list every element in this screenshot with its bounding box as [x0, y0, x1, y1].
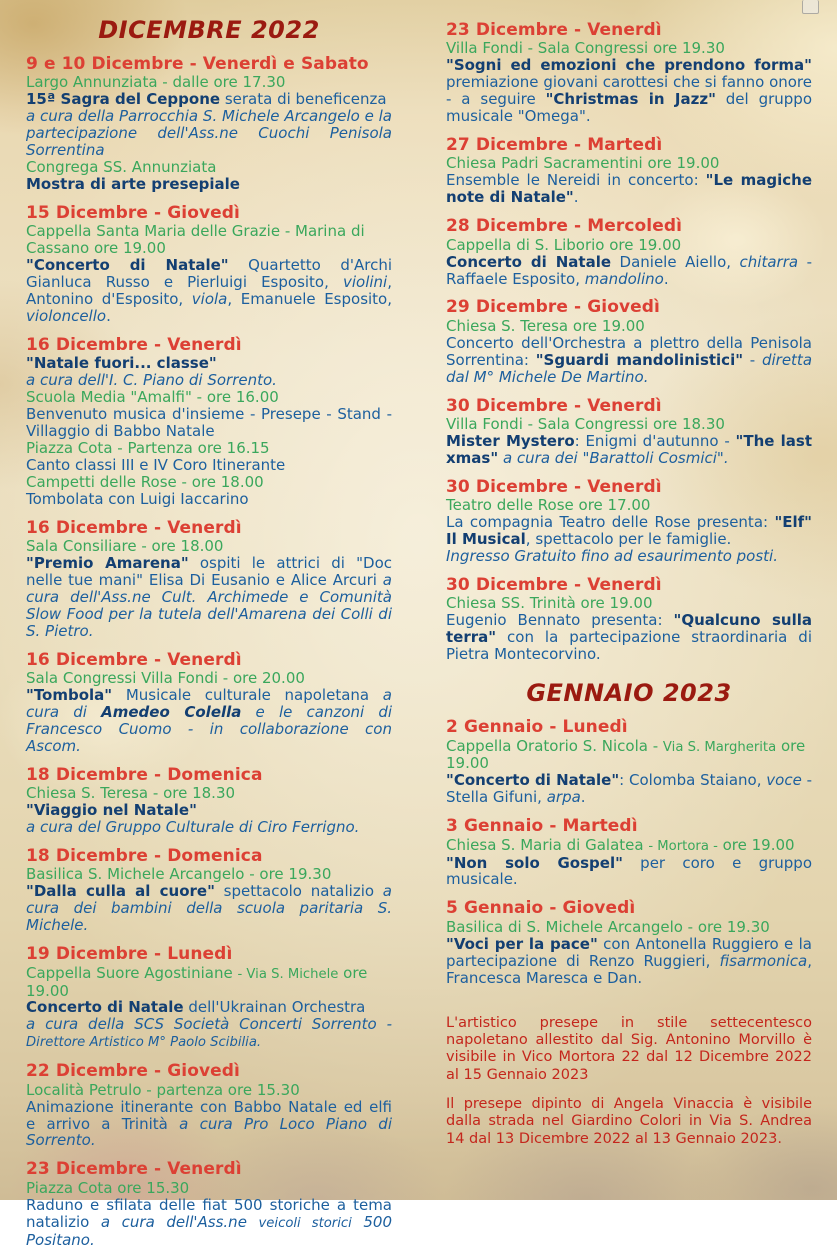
- month-heading: DICEMBRE 2022: [98, 16, 320, 44]
- description-line: [446, 936, 812, 987]
- text-segment: arpa: [546, 788, 581, 807]
- text-segment: Chiesa SS. Trinità ore 19.00: [446, 594, 653, 613]
- description-line: [446, 57, 812, 125]
- venue-line: [26, 538, 392, 555]
- text-segment: diretta dal M° Michele De Martino.: [446, 350, 813, 386]
- event-date: 5 Gennaio - Giovedì: [446, 898, 636, 919]
- text-segment: dell'Ukrainan Orchestra: [183, 998, 366, 1017]
- event-date: 23 Dicembre - Venerdì: [26, 1159, 242, 1180]
- text-segment: Basilica di S. Michele Arcangelo - ore 19.30: [446, 917, 770, 936]
- event-date: 22 Dicembre - Giovedì: [26, 1061, 240, 1082]
- text-segment: Campetti delle Rose - ore 18.00: [26, 472, 264, 491]
- text-segment: "Le magiche note di Natale": [446, 171, 812, 207]
- text-segment: a cura del Gruppo Culturale di Ciro Ferrigno.: [26, 818, 360, 837]
- text-segment: per coro e gruppo musicale.: [446, 853, 812, 889]
- text-segment: a cura dei bambini della scuola paritaria S. Michele.: [26, 882, 392, 935]
- text-segment: "Sguardi mandolinistici": [535, 350, 744, 369]
- text-segment: a cura della Parrocchia S. Michele Arcangelo e la partecipazione dell'Ass.ne Cuochi Penisola Sorrentina: [26, 107, 392, 160]
- text-segment: Cappella Oratorio S. Nicola -: [446, 736, 663, 755]
- text-segment: - Via S. Michele: [237, 966, 339, 982]
- description-line: [26, 372, 392, 389]
- column-left: [26, 0, 392, 1249]
- text-segment: premiazione giovani carottesi che si fanno onore - a seguire: [446, 73, 812, 109]
- text-segment: La compagnia Teatro delle Rose presenta:: [446, 513, 775, 532]
- event: [26, 1159, 392, 1248]
- text-segment: Canto classi III e IV Coro Itinerante: [26, 455, 286, 474]
- text-segment: Cappella Suore Agostiniane: [26, 963, 238, 982]
- venue-line: [26, 474, 392, 491]
- text-segment: - Mortora -: [648, 838, 718, 854]
- text-segment: Piazza Cota - Partenza ore 16.15: [26, 439, 270, 458]
- text-segment: Animazione itinerante con Babbo Natale ed elfi e arrivo a Trinità: [26, 1097, 392, 1133]
- text-segment: a cura della SCS Società Concerti Sorrento -: [26, 1015, 392, 1034]
- event-date: 15 Dicembre - Giovedì: [26, 202, 240, 223]
- description-line: [26, 1099, 392, 1150]
- text-segment: a cura dell'Ass.ne Cult. Archimede e Comunità Slow Food per la tutela dell'Amarena dei Colli di S. Pietro.: [26, 571, 392, 640]
- venue-line: [446, 237, 812, 254]
- text-segment: serata di beneficenza: [220, 90, 387, 109]
- text-segment: - Stella Gifuni,: [446, 771, 812, 807]
- description-line: [26, 257, 392, 325]
- text-segment: - Raffaele Esposito,: [446, 252, 812, 288]
- text-segment: Mostra di arte presepiale: [26, 175, 240, 194]
- venue-line: [446, 416, 812, 433]
- text-segment: chitarra: [739, 252, 799, 271]
- venue-line: [446, 497, 812, 514]
- event: [446, 216, 812, 287]
- text-segment: mandolino: [584, 269, 664, 288]
- event-date: 29 Dicembre - Giovedì: [446, 297, 660, 318]
- event-date: 9 e 10 Dicembre - Venerdì e Sabato: [26, 54, 369, 74]
- text-segment: "Viaggio nel Natale": [26, 801, 197, 820]
- event: [446, 135, 812, 206]
- text-segment: .: [663, 269, 669, 288]
- text-segment: Cappella di S. Liborio ore 19.00: [446, 235, 682, 254]
- text-segment: Chiesa S. Maria di Galatea: [446, 835, 649, 854]
- text-segment: .: [580, 788, 586, 807]
- text-segment: Chiesa S. Teresa ore 19.00: [446, 316, 645, 335]
- event: [26, 765, 392, 836]
- text-segment: : Enigmi d'autunno -: [574, 431, 736, 450]
- text-segment: a cura Pro Loco Piano di Sorrento.: [26, 1114, 392, 1150]
- text-segment: Benvenuto musica d'insieme - Presepe - Stand - Villaggio di Babbo Natale: [26, 405, 392, 441]
- description-line: [26, 91, 392, 108]
- text-segment: Località Petrulo - partenza ore 15.30: [26, 1080, 300, 1099]
- text-segment: , spettacolo per le famiglie.: [525, 530, 732, 549]
- text-segment: fisarmonica: [719, 951, 808, 970]
- description-line: [446, 172, 812, 206]
- event: [26, 335, 392, 508]
- text-segment: spettacolo natalizio: [214, 882, 383, 901]
- description-line: [26, 406, 392, 440]
- venue-line: [26, 785, 392, 802]
- event: [26, 54, 392, 193]
- text-segment: Congrega SS. Annunziata: [26, 158, 217, 177]
- text-segment: violini: [342, 273, 388, 292]
- text-segment: 15ª Sagra del Ceppone: [26, 90, 221, 109]
- text-segment: "Concerto di Natale": [446, 771, 620, 790]
- event: [26, 518, 392, 640]
- text-segment: ospiti le attrici di "Doc nelle tue mani" Elisa Di Eusanio e Alice Arcuri: [26, 554, 392, 590]
- text-segment: Direttore Artistico M° Paolo Scibilia.: [26, 1035, 262, 1051]
- description-line: [26, 819, 392, 836]
- event-date: 18 Dicembre - Domenica: [26, 764, 263, 785]
- text-segment: Mister Mystero: [446, 431, 575, 450]
- text-segment: del gruppo musicale "Omega".: [446, 90, 812, 126]
- text-segment: Cappella Santa Maria delle Grazie - Marina di Cassano ore 19.00: [26, 222, 365, 258]
- text-segment: Chiesa Padri Sacramentini ore 19.00: [446, 154, 720, 173]
- description-line: [446, 514, 812, 548]
- event: [446, 575, 812, 663]
- text-segment: Concerto di Natale: [26, 998, 184, 1017]
- venue-line: [446, 595, 812, 612]
- text-segment: , Antonino d'Esposito,: [26, 273, 392, 309]
- text-segment: "Natale fuori... classe": [26, 354, 217, 373]
- description-line: [26, 355, 392, 372]
- text-segment: 500 Positano.: [26, 1212, 393, 1249]
- text-segment: a cura dei "Barattoli Cosmici".: [502, 448, 729, 467]
- event: [26, 846, 392, 934]
- text-segment: .: [106, 307, 111, 326]
- venue-line: [26, 389, 392, 406]
- text-segment: con la partecipazione straordinaria di Pietra Montecorvino.: [446, 628, 812, 664]
- month-heading: GENNAIO 2023: [526, 679, 732, 708]
- text-segment: voce: [766, 771, 802, 790]
- note-paragraph: L'artistico presepe in stile settecentesco napoletano allestito dal Sig. Antonino Morvillo è visibile in Vico Mortora 22 dal 12 Dicembre 2022 al 15 Gennaio 2023: [446, 1014, 812, 1083]
- note-paragraph: Il presepe dipinto di Angela Vinaccia è visibile dalla strada nel Giardino Colori in Via S. Andrea 14 dal 13 Dicembre 2022 al 13 Gennaio 2023.: [446, 1096, 812, 1147]
- text-segment: Daniele Aiello,: [611, 252, 740, 271]
- event: [446, 816, 812, 888]
- description-line: [446, 772, 812, 806]
- description-line: [26, 555, 392, 640]
- description-line: [26, 491, 392, 508]
- event-date: 19 Dicembre - Lunedì: [26, 944, 233, 965]
- venue-line: [26, 74, 392, 91]
- text-segment: : Colomba Staiano,: [619, 771, 767, 790]
- text-segment: Concerto di Natale: [446, 252, 612, 271]
- venue-line: [446, 919, 812, 936]
- text-segment: "Qualcuno sulla terra": [446, 611, 812, 647]
- text-segment: "Elf" Il Musical: [446, 513, 812, 549]
- event: [446, 297, 812, 385]
- text-segment: Via S. Margherita: [662, 739, 777, 755]
- description-line: [26, 687, 392, 755]
- text-segment: "Christmas in Jazz": [545, 90, 716, 109]
- text-segment: a cura dell'I. C. Piano di Sorrento.: [26, 371, 277, 390]
- text-segment: Sala Congressi Villa Fondi - ore 20.00: [26, 669, 305, 688]
- text-segment: , Emanuele Esposito,: [227, 290, 393, 309]
- event: [26, 944, 392, 1051]
- text-segment: e le canzoni di Francesco Cuomo - in collaborazione con Ascom.: [26, 703, 393, 755]
- event-date: 16 Dicembre - Venerdì: [26, 517, 242, 538]
- text-segment: Concerto dell'Orchestra a plettro della Penisola Sorrentina:: [446, 333, 812, 369]
- description-line: [26, 999, 392, 1016]
- event-date: 30 Dicembre - Venerdì: [446, 574, 662, 595]
- text-segment: Quartetto d'Archi Gianluca Russo e Pierluigi Esposito,: [26, 256, 392, 292]
- text-segment: con Antonella Ruggiero e la partecipazione di Renzo Ruggieri,: [446, 934, 812, 970]
- venue-line: [26, 670, 392, 687]
- text-segment: ore 19.00: [26, 963, 368, 1000]
- event-date: 2 Gennaio - Lunedì: [446, 717, 628, 738]
- text-segment: "Tombola": [26, 686, 113, 705]
- description-line: [446, 548, 812, 565]
- description-line: [26, 1197, 392, 1249]
- text-segment: "Sogni ed emozioni che prendono forma": [446, 56, 812, 75]
- text-segment: viola: [191, 290, 228, 309]
- venue-line: [26, 866, 392, 883]
- description-line: [446, 335, 812, 386]
- text-segment: Chiesa S. Teresa - ore 18.30: [26, 784, 236, 803]
- venue-line: [446, 318, 812, 335]
- text-segment: veicoli storici: [258, 1215, 352, 1231]
- description-line: [26, 176, 392, 193]
- description-line: [26, 802, 392, 819]
- description-line: [446, 612, 812, 663]
- venue-line: [26, 1180, 392, 1197]
- venue-line: [446, 837, 812, 855]
- column-right: [446, 0, 812, 1148]
- text-segment: ore 19.00: [446, 736, 806, 773]
- event: [446, 898, 812, 986]
- description-line: [26, 108, 392, 159]
- venue-line: [446, 738, 812, 773]
- event: [26, 650, 392, 755]
- venue-line: [26, 1082, 392, 1099]
- venue-line: [446, 155, 812, 172]
- event-date: 28 Dicembre - Mercoledì: [446, 216, 683, 237]
- text-segment: Tombolata con Luigi Iaccarino: [26, 489, 249, 508]
- event: [26, 1061, 392, 1149]
- event: [446, 717, 812, 806]
- event: [26, 203, 392, 325]
- text-segment: Sala Consiliare - ore 18.00: [26, 537, 224, 556]
- description-line: [446, 254, 812, 288]
- event: [446, 396, 812, 467]
- text-segment: Basilica S. Michele Arcangelo - ore 19.30: [26, 865, 332, 884]
- description-line: [446, 433, 812, 467]
- event-date: 27 Dicembre - Martedì: [446, 135, 663, 156]
- event-date: 23 Dicembre - Venerdì: [446, 20, 662, 40]
- text-segment: "Concerto di Natale": [26, 256, 229, 275]
- text-segment: "Premio Amarena": [26, 554, 189, 573]
- event: [446, 20, 812, 125]
- text-segment: .: [573, 188, 579, 207]
- text-segment: a cura di: [26, 686, 392, 722]
- event: [446, 477, 812, 565]
- text-segment: Ingresso Gratuito fino ad esaurimento posti.: [446, 547, 778, 566]
- text-segment: Piazza Cota ore 15.30: [26, 1178, 190, 1197]
- text-segment: Villa Fondi - Sala Congressi ore 19.30: [446, 39, 725, 58]
- venue-line: [26, 440, 392, 457]
- text-segment: Villa Fondi - Sala Congressi ore 18.30: [446, 415, 725, 434]
- text-segment: violoncello: [26, 307, 107, 326]
- event-date: 18 Dicembre - Domenica: [26, 846, 263, 867]
- text-segment: Scuola Media "Amalfi" - ore 16.00: [26, 388, 279, 407]
- text-segment: Musicale culturale napoletana: [112, 686, 383, 705]
- text-segment: a cura dell'Ass.ne: [100, 1212, 259, 1231]
- text-segment: Eugenio Bennato presenta:: [446, 611, 674, 630]
- event-date: 16 Dicembre - Venerdì: [26, 649, 242, 670]
- description-line: [26, 457, 392, 474]
- venue-line: [26, 965, 392, 1000]
- event-date: 30 Dicembre - Venerdì: [446, 476, 662, 497]
- text-segment: Largo Annunziata - dalle ore 17.30: [26, 73, 286, 92]
- text-segment: Teatro delle Rose ore 17.00: [446, 496, 651, 515]
- text-segment: Amedeo Colella: [101, 703, 242, 722]
- event-date: 16 Dicembre - Venerdì: [26, 334, 242, 355]
- text-segment: ore 19.00: [717, 835, 795, 854]
- description-line: [446, 855, 812, 889]
- text-segment: Raduno e sfilata delle fiat 500 storiche a tema natalizio: [26, 1195, 392, 1231]
- venue-line: [26, 223, 392, 257]
- venue-line: [446, 40, 812, 57]
- text-segment: "Dalla culla al cuore": [26, 882, 215, 901]
- venue-line: [26, 159, 392, 176]
- event-date: 30 Dicembre - Venerdì: [446, 395, 662, 416]
- event-date: 3 Gennaio - Martedì: [446, 816, 638, 837]
- text-segment: "Voci per la pace": [446, 934, 598, 953]
- text-segment: -: [743, 350, 762, 369]
- text-segment: "Non solo Gospel": [446, 853, 623, 872]
- text-segment: , Francesca Maresca e Dan.: [446, 951, 812, 987]
- description-line: [26, 883, 392, 934]
- description-line: [26, 1016, 392, 1051]
- text-segment: "The last xmas": [446, 431, 813, 467]
- text-segment: Ensemble le Nereidi in concerto:: [446, 171, 706, 190]
